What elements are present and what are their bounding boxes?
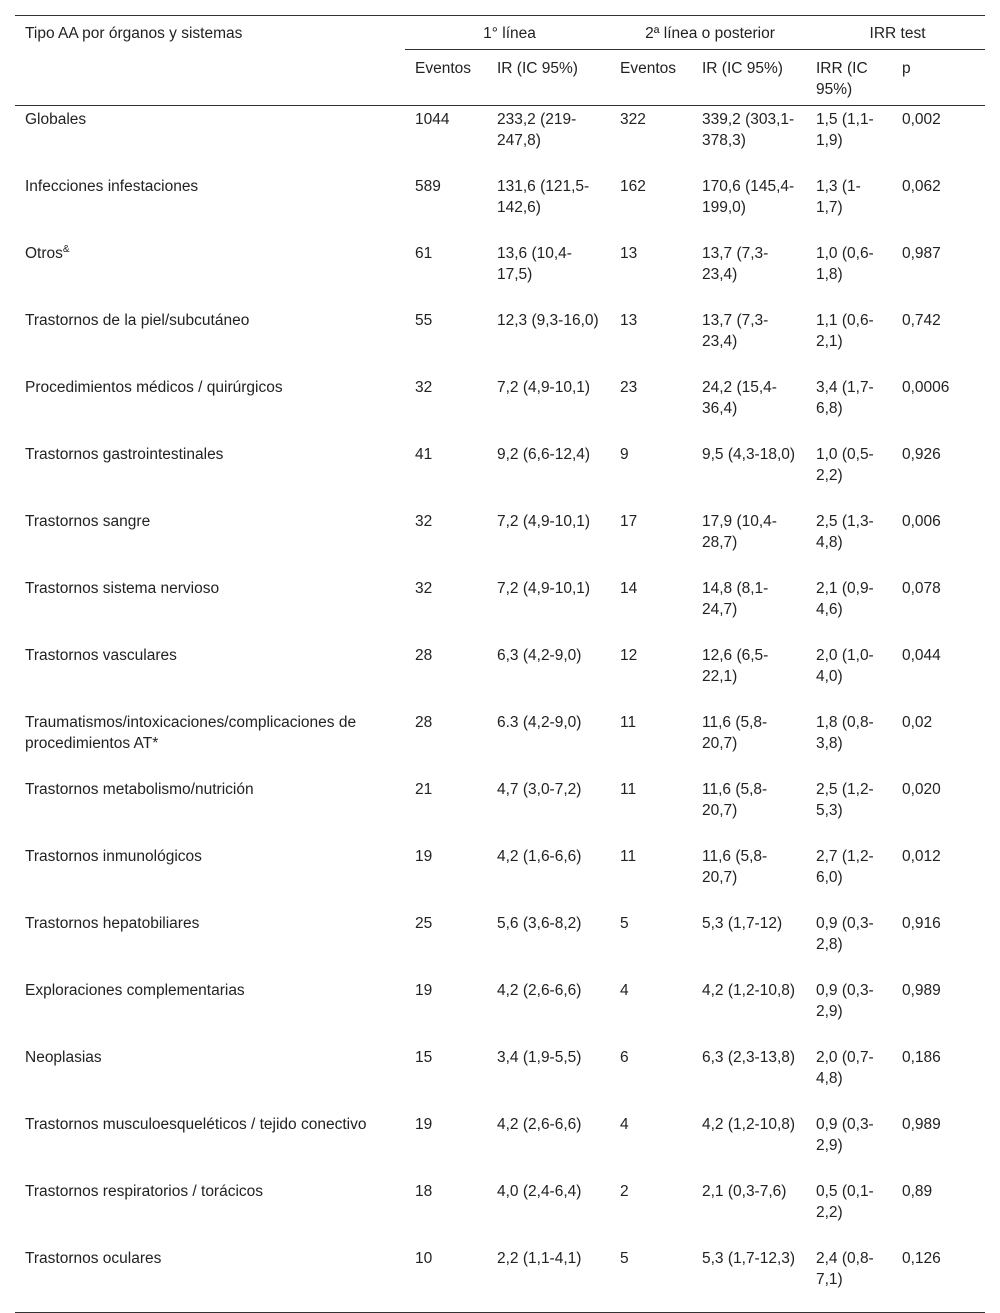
adverse-events-table-container [15, 15, 985, 1313]
table-row [15, 575, 985, 642]
category-label: Procedimientos médicos / quirúrgicos [25, 379, 283, 396]
cell-second-line-events: 11 [620, 781, 637, 798]
cell-irr: 1,3 (1-1,7) [816, 178, 861, 216]
cell-p-value: 0,062 [902, 178, 941, 195]
cell-second-line-ir: 170,6 (145,4-199,0) [702, 178, 795, 216]
category-label: Trastornos metabolismo/nutrición [25, 781, 254, 798]
cell-first-line-events: 21 [415, 781, 433, 798]
cell-first-line-ir: 6.3 (4,2-9,0) [497, 714, 582, 731]
cell-first-line-events: 28 [415, 647, 433, 664]
cell-first-line-ir: 5,6 (3,6-8,2) [497, 915, 582, 932]
cell-irr: 2,5 (1,3-4,8) [816, 513, 874, 551]
cell-irr: 2,7 (1,2-6,0) [816, 848, 874, 886]
cell-first-line-ir: 7,2 (4,9-10,1) [497, 513, 591, 530]
cell-p-value: 0,0006 [902, 379, 950, 396]
cell-irr: 2,1 (0,9-4,6) [816, 580, 874, 618]
cell-category [15, 1111, 405, 1178]
cell-category [15, 307, 405, 374]
category-label: Trastornos respiratorios / torácicos [25, 1183, 264, 1200]
cell-category [15, 106, 405, 174]
table-row [15, 977, 985, 1044]
cell-p-value: 0,742 [902, 312, 941, 329]
table-row [15, 642, 985, 709]
cell-second-line-events: 17 [620, 513, 638, 530]
cell-p-value: 0,078 [902, 580, 941, 597]
cell-irr: 1,5 (1,1-1,9) [816, 111, 874, 149]
cell-first-line-ir: 9,2 (6,6-12,4) [497, 446, 591, 463]
category-label: Trastornos vasculares [25, 647, 177, 664]
cell-p-value: 0,926 [902, 446, 941, 463]
cell-second-line-ir: 9,5 (4,3-18,0) [702, 446, 796, 463]
cell-category [15, 1178, 405, 1245]
cell-p-value: 0,006 [902, 513, 941, 530]
cell-category [15, 977, 405, 1044]
cell-second-line-ir: 11,6 (5,8-20,7) [702, 848, 768, 886]
header-group-second-line: 2ª línea o posterior [610, 16, 806, 50]
table-row [15, 1245, 985, 1313]
cell-second-line-events: 13 [620, 312, 638, 329]
table-row [15, 776, 985, 843]
category-label: Trastornos de la piel/subcutáneo [25, 312, 250, 329]
cell-first-line-events: 28 [415, 714, 433, 731]
table-row [15, 910, 985, 977]
cell-second-line-events: 14 [620, 580, 638, 597]
cell-irr: 3,4 (1,7-6,8) [816, 379, 874, 417]
header-group-irr-test: IRR test [806, 16, 985, 50]
cell-category [15, 575, 405, 642]
cell-category [15, 173, 405, 240]
cell-category [15, 1245, 405, 1313]
table-row [15, 1178, 985, 1245]
header-category: Tipo AA por órganos y sistemas [15, 16, 405, 106]
table-row [15, 307, 985, 374]
cell-first-line-ir: 13,6 (10,4-17,5) [497, 245, 572, 283]
cell-p-value: 0,002 [902, 111, 941, 128]
cell-second-line-events: 13 [620, 245, 638, 262]
cell-first-line-ir: 7,2 (4,9-10,1) [497, 580, 591, 597]
cell-p-value: 0,020 [902, 781, 941, 798]
cell-first-line-events: 25 [415, 915, 433, 932]
cell-first-line-events: 41 [415, 446, 433, 463]
cell-irr: 0,9 (0,3-2,9) [816, 1116, 874, 1154]
cell-category [15, 776, 405, 843]
category-label: Exploraciones complementarias [25, 982, 245, 999]
cell-first-line-ir: 12,3 (9,3-16,0) [497, 312, 599, 329]
table-row [15, 843, 985, 910]
cell-p-value: 0,989 [902, 982, 941, 999]
category-label: Otros [25, 245, 63, 262]
category-label: Traumatismos/intoxicaciones/complicaciones de procedimientos AT* [25, 714, 357, 752]
cell-p-value: 0,989 [902, 1116, 941, 1133]
cell-second-line-ir: 11,6 (5,8-20,7) [702, 781, 768, 819]
cell-first-line-ir: 4,0 (2,4-6,4) [497, 1183, 582, 1200]
cell-first-line-ir: 6,3 (4,2-9,0) [497, 647, 582, 664]
header-g1-events: Eventos [405, 50, 487, 106]
cell-p-value: 0,044 [902, 647, 941, 664]
cell-p-value: 0,186 [902, 1049, 941, 1066]
cell-category [15, 441, 405, 508]
cell-second-line-ir: 5,3 (1,7-12,3) [692, 1245, 806, 1313]
cell-first-line-events: 61 [415, 245, 433, 262]
cell-p-value: 0,126 [892, 1245, 985, 1313]
cell-first-line-ir: 4,2 (2,6-6,6) [497, 982, 582, 999]
cell-first-line-ir: 131,6 (121,5-142,6) [497, 178, 590, 216]
cell-second-line-events: 5 [620, 915, 629, 932]
table-header [15, 16, 985, 106]
cell-second-line-events: 162 [620, 178, 646, 195]
cell-first-line-events: 19 [415, 982, 433, 999]
adverse-events-table [15, 15, 985, 1313]
category-label: Infecciones infestaciones [25, 178, 199, 195]
table-row [15, 106, 985, 174]
cell-first-line-events: 19 [415, 1116, 433, 1133]
category-label: Globales [25, 111, 87, 128]
header-g2-events: Eventos [610, 50, 692, 106]
cell-irr: 2,0 (1,0-4,0) [816, 647, 874, 685]
cell-second-line-ir: 24,2 (15,4-36,4) [702, 379, 777, 417]
cell-irr: 0,9 (0,3-2,8) [816, 915, 874, 953]
cell-second-line-ir: 17,9 (10,4-28,7) [702, 513, 777, 551]
cell-first-line-events: 32 [415, 580, 433, 597]
cell-second-line-ir: 4,2 (1,2-10,8) [702, 1116, 796, 1133]
cell-second-line-ir: 13,7 (7,3-23,4) [702, 245, 769, 283]
category-label: Neoplasias [25, 1049, 102, 1066]
category-label: Trastornos oculares [25, 1250, 162, 1267]
cell-second-line-events: 322 [620, 111, 646, 128]
cell-second-line-events: 23 [620, 379, 638, 396]
header-g2-ir: IR (IC 95%) [692, 50, 806, 106]
cell-second-line-ir: 6,3 (2,3-13,8) [702, 1049, 796, 1066]
cell-second-line-events: 2 [620, 1183, 629, 1200]
cell-first-line-events: 19 [415, 848, 433, 865]
cell-irr: 2,0 (0,7-4,8) [816, 1049, 874, 1087]
table-row [15, 441, 985, 508]
cell-irr: 1,0 (0,6-1,8) [816, 245, 874, 283]
cell-irr: 2,5 (1,2-5,3) [816, 781, 874, 819]
header-g3-p: p [892, 50, 985, 106]
cell-p-value: 0,987 [902, 245, 941, 262]
cell-first-line-events: 32 [415, 513, 433, 530]
cell-p-value: 0,02 [902, 714, 933, 731]
cell-second-line-ir: 11,6 (5,8-20,7) [702, 714, 768, 752]
cell-first-line-ir: 233,2 (219-247,8) [497, 111, 577, 149]
cell-second-line-ir: 339,2 (303,1-378,3) [702, 111, 795, 149]
cell-p-value: 0,89 [902, 1183, 933, 1200]
header-g1-ir: IR (IC 95%) [487, 50, 610, 106]
cell-category [15, 1044, 405, 1111]
cell-irr: 0,5 (0,1-2,2) [816, 1183, 874, 1221]
table-row [15, 173, 985, 240]
cell-first-line-events: 32 [415, 379, 433, 396]
cell-second-line-ir: 13,7 (7,3-23,4) [702, 312, 769, 350]
cell-second-line-events: 11 [620, 714, 637, 731]
category-label: Trastornos inmunológicos [25, 848, 202, 865]
cell-second-line-events: 12 [620, 647, 638, 664]
cell-first-line-events: 589 [415, 178, 441, 195]
cell-category [15, 374, 405, 441]
cell-category [15, 910, 405, 977]
cell-second-line-events: 4 [620, 982, 629, 999]
table-row [15, 240, 985, 307]
cell-second-line-events: 9 [620, 446, 629, 463]
cell-second-line-events: 5 [610, 1245, 692, 1313]
cell-second-line-events: 6 [620, 1049, 629, 1066]
cell-category [15, 508, 405, 575]
cell-second-line-ir: 2,1 (0,3-7,6) [702, 1183, 787, 1200]
header-g3-irr: IRR (IC 95%) [806, 50, 892, 106]
cell-first-line-events: 1044 [415, 111, 450, 128]
cell-second-line-ir: 14,8 (8,1-24,7) [702, 580, 769, 618]
cell-first-line-events: 15 [415, 1049, 433, 1066]
footnote-marker: & [62, 244, 70, 255]
table-row [15, 1044, 985, 1111]
cell-p-value: 0,012 [902, 848, 941, 865]
cell-category [15, 642, 405, 709]
header-group-first-line: 1° línea [405, 16, 610, 50]
cell-category [15, 843, 405, 910]
cell-second-line-events: 11 [620, 848, 637, 865]
cell-category [15, 709, 405, 776]
category-label: Trastornos musculoesqueléticos / tejido conectivo [25, 1116, 367, 1133]
cell-first-line-ir: 4,7 (3,0-7,2) [497, 781, 582, 798]
category-label: Trastornos gastrointestinales [25, 446, 224, 463]
cell-first-line-events: 18 [415, 1183, 433, 1200]
cell-irr: 1,0 (0,5-2,2) [816, 446, 874, 484]
header-row-groups [15, 16, 985, 50]
cell-irr: 1,1 (0,6-2,1) [816, 312, 874, 350]
cell-second-line-ir: 4,2 (1,2-10,8) [702, 982, 796, 999]
cell-first-line-ir: 3,4 (1,9-5,5) [497, 1049, 582, 1066]
table-row [15, 508, 985, 575]
cell-second-line-events: 4 [620, 1116, 629, 1133]
cell-irr: 1,8 (0,8-3,8) [816, 714, 874, 752]
cell-first-line-ir: 7,2 (4,9-10,1) [497, 379, 591, 396]
cell-p-value: 0,916 [902, 915, 941, 932]
category-label: Trastornos sistema nervioso [25, 580, 220, 597]
cell-first-line-events: 55 [415, 312, 433, 329]
category-label: Trastornos hepatobiliares [25, 915, 200, 932]
cell-irr: 2,4 (0,8-7,1) [806, 1245, 892, 1313]
cell-first-line-ir: 4,2 (1,6-6,6) [497, 848, 582, 865]
cell-first-line-events: 10 [405, 1245, 487, 1313]
cell-category [15, 240, 405, 307]
category-label: Trastornos sangre [25, 513, 151, 530]
cell-first-line-ir: 4,2 (2,6-6,6) [497, 1116, 582, 1133]
cell-second-line-ir: 12,6 (6,5-22,1) [702, 647, 769, 685]
cell-second-line-ir: 5,3 (1,7-12) [702, 915, 783, 932]
table-row [15, 1111, 985, 1178]
table-row [15, 709, 985, 776]
cell-first-line-ir: 2,2 (1,1-4,1) [487, 1245, 610, 1313]
cell-irr: 0,9 (0,3-2,9) [816, 982, 874, 1020]
table-row [15, 374, 985, 441]
table-body [15, 106, 985, 1313]
